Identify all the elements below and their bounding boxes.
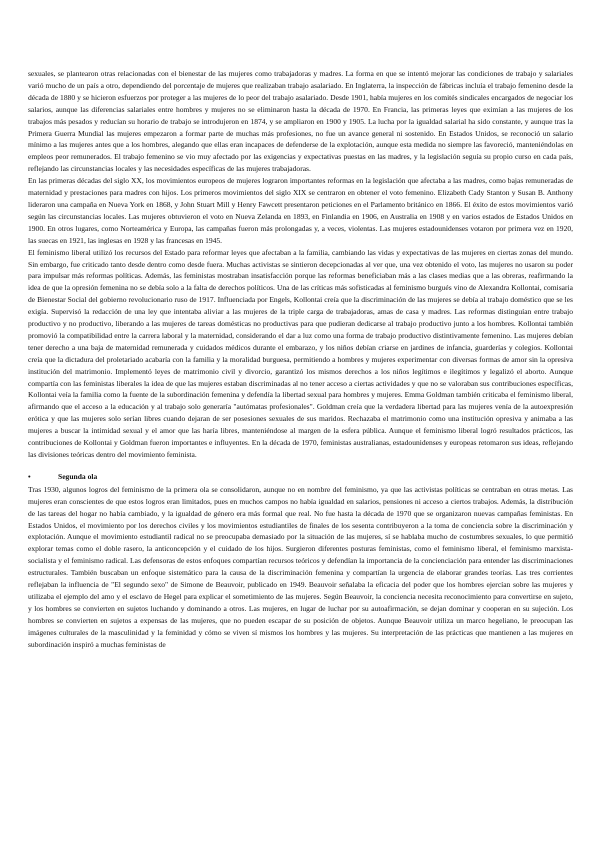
section-title: Segunda ola <box>58 471 98 481</box>
paragraph-second-wave: Tras 1930, algunos logros del feminismo de la primera ola se consolidaron, aunque no en nombre del feminismo, ya que las activistas políticas se centraban en otras metas. Las mujeres eran conscientes de que estos logros eran limitados, pues en muchos campos no había igualdad en salarios, pensiones ni acceso a ciertos trabajos. Además, la distribución de las tareas del hogar no había cambiado, y la igualdad de género era más formal que real. No fue hasta la década de 1970 que se organizaron nuevas campañas feministas. En Estados Unidos, el movimiento por los derechos civiles y los movimientos estudiantiles de finales de los sesenta contribuyeron a la toma de conciencia sobre la discriminación y explotación. Aunque el movimiento estudiantil radical no se preocupaba demasiado por la situación de las mujeres, sí se hablaba mucho de costumbres sexuales, lo que permitió explorar temas como el doble rasero, la anticoncepción y el cuidado de los hijos. Surgieron diferentes posturas feministas, como el feminismo liberal, el feminismo marxista-socialista y el feminismo radical. Las defensoras de estos enfoques compartían recursos teóricos y defendían la importancia de la concienciación para entender las discriminaciones estructurales. También buscaban un enfoque sistemático para la causa de la discriminación femenina y compartían la urgencia de elaborar grandes teorías. Las tres corrientes reflejaban la influencia de "El segundo sexo" de Simone de Beauvoir, publicado en 1949. Beauvoir señalaba la eficacia del poder que los hombres ejercían sobre las mujeres y utilizaba el ejemplo del amo y el esclavo de Hegel para explicar el sometimiento de las mujeres. Según Beauvoir, la conciencia necesita reconocimiento para convertirse en sujeto, y los hombres se convierten en sujetos luchando y dominando a otros. Las mujeres, en lugar de luchar por su autoafirmación, se dejan dominar y cooperan en su sujeción. Los hombres se convierten en sujetos a expensas de las mujeres, que no pueden escapar de su posición de objetos. Aunque Beauvoir utiliza un marco hegeliano, le preocupan las imágenes culturales de la masculinidad y la feminidad y cómo se viven sí mismos los hombres y las mujeres. Su interpretación de las prácticas que mantienen a las mujeres en subordinación inspiró a muchas feministas de <box>28 484 573 649</box>
section-heading <box>28 471 573 483</box>
paragraph-liberal-feminism: El feminismo liberal utilizó los recursos del Estado para reformar leyes que afectaban a la familia, cambiando las vidas y expectativas de las mujeres en ciertas zonas del mundo. Sin embargo, fue criticado tanto desde dentro como desde fuera. Muchas activistas se sintieron decepcionadas al ver que, una vez obtenido el voto, las mujeres no usaron su poder para impulsar más reformas políticas. Además, las feministas mostraban insatisfacción porque las reformas beneficiaban más a las clases medias que a las obreras, reafirmando la idea de que la opresión femenina no se debía solo a la falta de derechos políticos. Una de las críticas más sofisticadas al feminismo burgués vino de Alexandra Kollontai, comisaria de Bienestar Social del gobierno revolucionario ruso de 1917. Influenciada por Engels, Kollontai creía que la discriminación de las mujeres se debía al trabajo doméstico que se les exigía. Supervisó la redacción de una ley que intentaba aliviar a las mujeres de la triple carga de trabajadoras, amas de casa y madres. Las reformas distinguían entre trabajo productivo y no productivo, liberando a las mujeres de tareas domésticas no productivas para que pudieran dedicarse al trabajo productivo junto a los hombres. Kollontai también promovió la compatibilidad entre la carrera laboral y la maternidad, considerando el dar a luz como una forma de trabajo productivo distintivamente femenino. Las mujeres debían tener derecho a una baja de maternidad remunerada y cuidados médicos durante el embarazo, y los niños debían criarse en jardines de infancia, guarderías y colegios. Kollontai creía que la dictadura del proletariado acabaría con la familia y la moralidad burguesa, permitiendo a hombres y mujeres experimentar con diversas formas de amor sin la opresiva institución del matrimonio. Implementó leyes de matrimonio civil y divorcio, garantizó los mismos derechos a los niños legítimos e ilegítimos y legalizó el aborto. Aunque compartía con las feministas liberales la idea de que las mujeres estaban discriminadas al no tener acceso a ciertas actividades y que no se valoraban sus contribuciones específicas, Kollontai veía la familia como la fuente de la subordinación femenina y defendía la libertad sexual para hombres y mujeres. Emma Goldman también criticaba el feminismo liberal, afirmando que el acceso a la educación y al trabajo solo generaría "autómatas profesionales". Goldman creía que la verdadera libertad para las mujeres venía de la autoexpresión erótica y que las mujeres solo serían libres cuando dejaran de ser posesiones sexuales de sus maridos. Rechazaba el matrimonio como una institución opresiva y animaba a las mujeres a buscar la intimidad sexual y el amor que las haría libres, manteniéndose al margen de la esfera pública. Aunque el feminismo liberal logró resultados prácticos, las contribuciones de Kollontai y Goldman fueron importantes e influyentes. En la década de 1970, feministas australianas, estadounidenses y europeas retomaron sus ideas, reflejando las divisiones teóricas dentro del movimiento feminista. <box>28 247 573 459</box>
paragraph-suffrage: En las primeras décadas del siglo XX, los movimientos europeos de mujeres lograron importantes reformas en la legislación que afectaba a las madres, como bajas remuneradas de maternidad y prestaciones para madres con hijos. Los primeros movimientos del siglo XIX se centraron en obtener el voto femenino. Elizabeth Cady Stanton y Susan B. Anthony lideraron una campaña en Nueva York en 1868, y John Stuart Mill y Henry Fawcett presentaron peticiones en el Parlamento británico en 1866. El éxito de estos movimientos varió según las circunstancias locales. Las mujeres obtuvieron el voto en Nueva Zelanda en 1893, en Finlandia en 1906, en Australia en 1908 y en varios estados de Estados Unidos en 1900. En otros lugares, como Norteamérica y Europa, las campañas fueron más prolongadas y, a veces, violentas. Las mujeres estadounidenses votaron por primera vez en 1920, las suecas en 1921, las inglesas en 1928 y las francesas en 1945. <box>28 176 573 245</box>
bullet-icon: • <box>28 471 31 481</box>
document-page <box>28 68 573 651</box>
paragraph-working-conditions: sexuales, se plantearon otras relacionadas con el bienestar de las mujeres como trabajadoras y madres. La forma en que se intentó mejorar las condiciones de trabajo y salariales varió mucho de un país a otro, dependiendo del porcentaje de mujeres que realizaban trabajo asalariado. En Inglaterra, la inspección de fábricas incluía el trabajo femenino desde la década de 1880 y se hicieron esfuerzos por proteger a las mujeres de lo peor del trabajo asalariado. Desde 1901, había mujeres en los comités sindicales encargados de negociar los salarios, aunque las diferencias salariales entre hombres y mujeres no se eliminaron hasta la década de 1970. En Francia, las primeras leyes que eximían a las mujeres de los trabajos más pesados y reducían su horario de trabajo se introdujeron en 1874, y se ampliaron en 1900 y 1905. La lucha por la igualdad salarial ha sido constante, y aunque tras la Primera Guerra Mundial las mujeres empezaron a formar parte de muchas más profesiones, no fue un avance general ni sostenido. En Estados Unidos, se reconoció un salario mínimo a las mujeres antes que a los hombres, alegando que ellas eran incapaces de defenderse de la explotación, aunque esta medida no siempre las favoreció, manteniéndolas en empleos peor remunerados. El trabajo femenino se vio muy afectado por las exigencias y expectativas puestas en las madres, y la legislación seguía su propio curso en cada país, reflejando las circunstancias locales y las necesidades específicas de las mujeres trabajadoras. <box>28 69 573 174</box>
